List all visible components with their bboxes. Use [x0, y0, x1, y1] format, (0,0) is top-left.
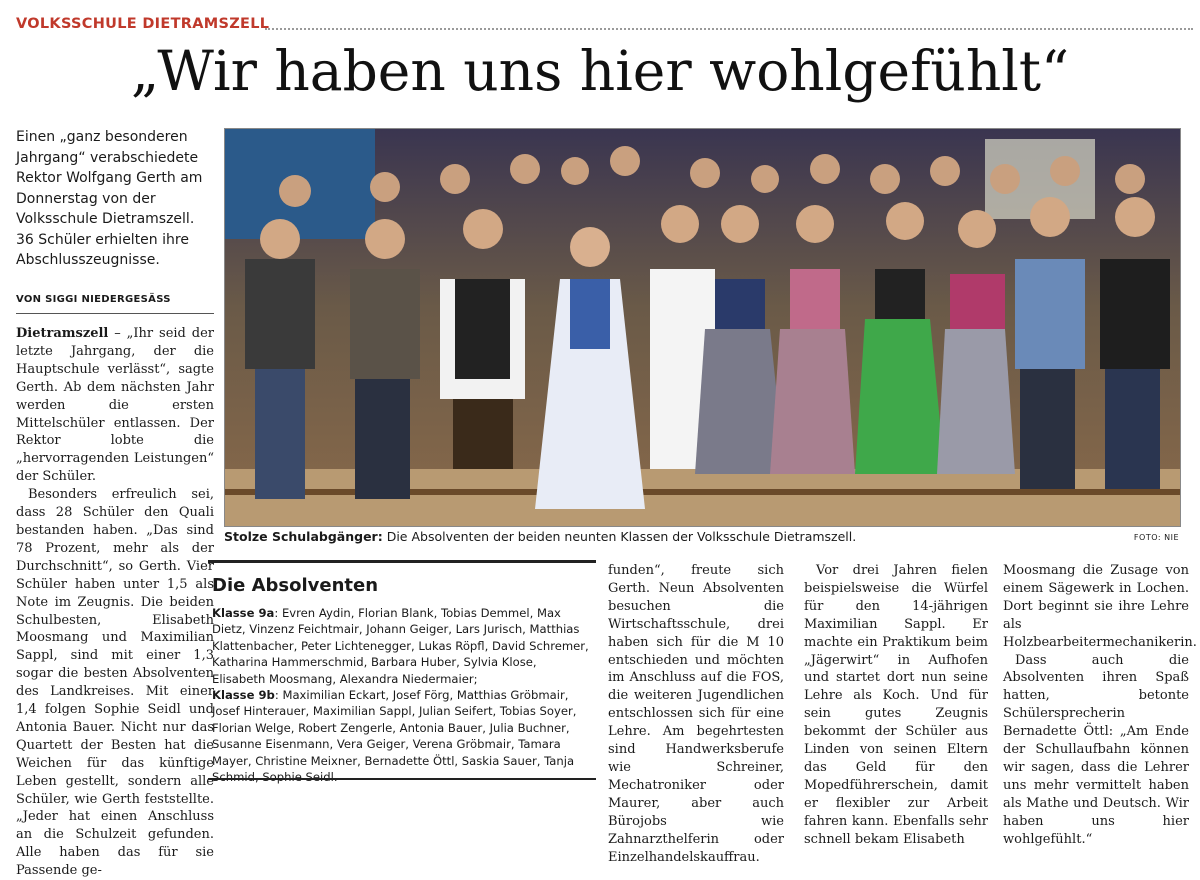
section-kicker: VOLKSSCHULE DIETRAMSZELL [16, 16, 270, 32]
class-9a-names: : Evren Aydin, Florian Blank, Tobias Demmel, Max Dietz, Vinzenz Feichtmair, Johann Geiger, Lars Jurisch, Matthias Klattenbacher, Peter Lichtenegger, Lukas Röpfl, David Schremer, Katharina Hammerschmid, Barbara Huber, Sylvia Klose, Elisabeth Moosmang, Alexandra Niedermaier; [212, 606, 589, 686]
class-9b-label: Klasse 9b [212, 688, 275, 703]
paragraph-5: Moosmang die Zusage von einem Sägewerk in Lochen. Dort beginnt sie ihre Lehre als Holzbearbeitermechanikerin. [1003, 563, 1197, 650]
graduates-list [212, 605, 592, 785]
group-photo [224, 128, 1181, 527]
paragraph-4: Vor drei Jahren fielen beispielsweise die Würfel für den 14-jährigen Maximilian Sappl. Er machte ein Praktikum beim „Jägerwirt“ in Aufhofen und startet dort nun seine Lehre als Koch. Und für sein gutes Zeugnis bekommt der Schüler aus Linden von seinen Eltern das Geld für den Mopedführerschein, damit er flexibler zur Arbeit fahren kann. Ebenfalls sehr schnell bekam Elisabeth [804, 563, 988, 847]
caption-text: Die Absolventen der beiden neunten Klassen der Volksschule Dietramszell. [382, 529, 857, 544]
photo-caption [224, 529, 1179, 544]
article-column-5 [1003, 562, 1197, 849]
headline: „Wir haben uns hier wohlgefühlt“ [130, 39, 1070, 103]
article-column-3 [608, 562, 784, 866]
byline-rule [16, 313, 214, 314]
class-9b-names: : Maximilian Eckart, Josef Förg, Matthias Gröbmair, Josef Hinterauer, Maximilian Sappl, Julian Seifert, Tobias Soyer, Florian Welge, Robert Zengerle, Antonia Bauer, Julia Buchner, Susanne Eisenmann, Vera Geiger, Verena Gröbmair, Tamara Mayer, Christine Meixner, Bernadette Öttl, Saskia Sauer, Tanja Schmid, Sophie Seidl. [212, 688, 577, 785]
graduates-box-bottom-rule [208, 778, 596, 780]
caption-lead: Stolze Schulabgänger: [224, 529, 383, 544]
byline: VON SIGGI NIEDERGESÄSS [16, 294, 171, 305]
group-photo-illustration [225, 129, 1180, 526]
paragraph-1 [16, 325, 214, 486]
class-9a-label: Klasse 9a [212, 606, 275, 620]
paragraph-2: Besonders erfreulich sei, dass 28 Schüler den Quali bestanden haben. „Das sind 78 Prozent, mehr als der Durchschnitt“, so Gerth. Vier Schüler haben unter 1,5 als Note im Zeugnis. Die beiden Schulbesten, Elisabeth Moosmang und Maximilian Sappl, sind mit einer 1,3 sogar die besten Absolventen des Landkreises. Mit einer 1,4 folgen Sophie Seidl und Antonia Bauer. Nicht nur das Quartett der Besten hat die Weichen für das künftige Leben gestellt, sondern alle Schüler, wie Gerth feststellte. „Jeder hat einen Anschluss an die Schulzeit gefunden. Alle haben das für sie Passende ge- [16, 487, 214, 879]
graduates-title: Die Absolventen [212, 575, 379, 596]
kicker-dotted-rule [265, 28, 1193, 30]
graduates-box [208, 560, 596, 785]
photo-credit: FOTO: NIE [1133, 533, 1179, 542]
article-column-4 [804, 562, 988, 849]
lead-paragraph: Einen „ganz besonderen Jahrgang“ verabschiedete Rektor Wolfgang Gerth am Donnerstag von der Volksschule Dietramszell. 36 Schüler erhielten ihre Abschlusszeugnisse. [16, 129, 203, 268]
dateline: Dietramszell [16, 326, 109, 341]
paragraph-1-text: – „Ihr seid der letzte Jahrgang, der die Hauptschule verlässt“, sagte Gerth. Ab dem nächsten Jahr werden die ersten Mittelschüler entlassen. Der Rektor lobte die „hervorragenden Leistungen“ der Schüler. [16, 326, 214, 485]
paragraph-3: funden“, freute sich Gerth. Neun Absolventen besuchen die Wirtschaftsschule, drei haben sich für die M 10 entschieden und möchten im Anschluss auf die FOS, die weiteren Jugendlichen entschlossen sich für eine Lehre. Am begehrtesten sind Handwerksberufe wie Schreiner, Mechatroniker oder Maurer, aber auch Bürojobs wie Zahnarzthelferin oder Einzelhandelskauffrau. [608, 563, 784, 865]
paragraph-6: Dass auch die Absolventen ihren Spaß hatten, betonte Schülersprecherin Bernadette Öttl: „Am Ende der Schullaufbahn können wir sagen, dass die Lehrer uns mehr vermittelt haben als Mathe und Deutsch. Wir haben uns hier wohlgefühlt.“ [1003, 652, 1189, 847]
